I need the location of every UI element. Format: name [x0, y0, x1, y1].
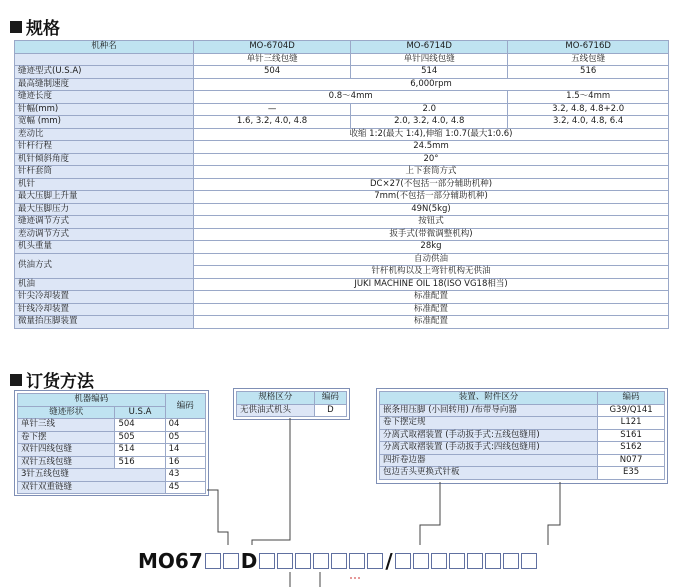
model-type-1: 单针三线包缝 — [194, 53, 351, 66]
machine-code: 04 — [165, 419, 205, 432]
code-box — [205, 553, 221, 569]
spec-label: 机针 — [15, 178, 194, 191]
spec-label: 差动比 — [15, 128, 194, 141]
stitch-name: 双针四线包缝 — [18, 444, 115, 457]
spec-value: 2.0, 3.2, 4.0, 4.8 — [351, 116, 508, 129]
accessory-code: L121 — [598, 417, 665, 430]
spec-label: 供油方式 — [15, 253, 194, 278]
accessory-code: E35 — [598, 467, 665, 480]
spec-value: 上下套筒方式 — [194, 166, 669, 179]
spec-value: 49N(5kg) — [194, 203, 669, 216]
spec-value: 1.6, 3.2, 4.0, 4.8 — [194, 116, 351, 129]
code-box — [277, 553, 293, 569]
usa-code: 504 — [115, 419, 165, 432]
code-box — [503, 553, 519, 569]
accessory-header: 装置、附件区分 — [380, 392, 598, 405]
spec-label: 针尖冷却装置 — [15, 291, 194, 304]
code-box — [413, 553, 429, 569]
machine-code: 05 — [165, 431, 205, 444]
spec-value: 3.2, 4.0, 4.8, 6.4 — [508, 116, 669, 129]
spec-title-text: 规格 — [26, 19, 60, 39]
machine-code-header: 机器编码 — [18, 394, 166, 407]
accessory-name: 分离式取褶装置 (手动扳手式:四线包缝用) — [380, 442, 598, 455]
spec-label: 针杆行程 — [15, 141, 194, 154]
accessory-connector-left — [420, 482, 440, 545]
spec-label: 最大压脚压力 — [15, 203, 194, 216]
machine-code: 14 — [165, 444, 205, 457]
spec-value: 0.8～4mm — [194, 91, 508, 104]
spec-value: 标准配置 — [194, 303, 669, 316]
accessory-code: S161 — [598, 429, 665, 442]
accessory-connector-right — [548, 482, 560, 545]
spec-value: 按钮式 — [194, 216, 669, 229]
spec-category-name: 无供油式机头 — [237, 404, 315, 417]
accessory-code: S162 — [598, 442, 665, 455]
code-box — [367, 553, 383, 569]
stitch-name: 双针五线包缝 — [18, 456, 115, 469]
spec-label: 微量抬压脚装置 — [15, 316, 194, 329]
code-slash: / — [385, 549, 393, 573]
model-name-1: MO-6704D — [194, 41, 351, 54]
spec-value: 514 — [351, 66, 508, 79]
usa-code: 505 — [115, 431, 165, 444]
spec-value: 3.2, 4.8, 4.8+2.0 — [508, 103, 669, 116]
code-box — [295, 553, 311, 569]
spec-value: 7mm(不包括一部分辅助机种) — [194, 191, 669, 204]
spec-value: 504 — [194, 66, 351, 79]
spec-label: 针杆套筒 — [15, 166, 194, 179]
code-box — [467, 553, 483, 569]
accessory-name: 卷下摆定规 — [380, 417, 598, 430]
spec-category-code: D — [314, 404, 346, 417]
model-type-2: 单针四线包缝 — [351, 53, 508, 66]
accessory-name: 嵌条用压脚 (小回转用) /布带导向器 — [380, 404, 598, 417]
code-box — [431, 553, 447, 569]
spec-label: 机头重量 — [15, 241, 194, 254]
spec-label: 机油 — [15, 278, 194, 291]
code-box — [395, 553, 411, 569]
spec-value: 516 — [508, 66, 669, 79]
code-box — [349, 553, 365, 569]
spec-value: DC×27(不包括一部分辅助机种) — [194, 178, 669, 191]
code-d: D — [240, 549, 258, 573]
stitch-name: 3针五线包缝 — [18, 469, 166, 482]
code-box — [521, 553, 537, 569]
spec-label: 宽幅 (mm) — [15, 116, 194, 129]
spec-value: 自动供油 — [194, 253, 669, 266]
spec-code-connector — [252, 418, 290, 545]
code-box — [485, 553, 501, 569]
accessory-code: G39/Q141 — [598, 404, 665, 417]
spec-label: 针线冷却装置 — [15, 303, 194, 316]
spec-value: 20° — [194, 153, 669, 166]
code-box — [313, 553, 329, 569]
accessory-code: N077 — [598, 454, 665, 467]
model-name-3: MO-6716D — [508, 41, 669, 54]
machine-code-col-header: 编码 — [165, 394, 205, 419]
order-code-line — [138, 549, 537, 573]
code-box — [331, 553, 347, 569]
usa-header: U.S.A — [115, 406, 165, 419]
spec-category-code-header: 编码 — [314, 392, 346, 405]
spec-label: 针幅(mm) — [15, 103, 194, 116]
spec-label: 最大压脚上升量 — [15, 191, 194, 204]
spec-value: 6,000rpm — [194, 78, 669, 91]
col-header-model: 机种名 — [15, 41, 194, 54]
code-box — [223, 553, 239, 569]
usa-code: 516 — [115, 456, 165, 469]
spec-label: 机针倾斜角度 — [15, 153, 194, 166]
accessory-code-header: 编码 — [598, 392, 665, 405]
spec-value: 2.0 — [351, 103, 508, 116]
order-title-text: 订货方法 — [26, 372, 94, 392]
accessory-name: 包边舌头更换式针板 — [380, 467, 598, 480]
stitch-shape-header: 缝迹形状 — [18, 406, 115, 419]
spec-value: 标准配置 — [194, 291, 669, 304]
spec-value: 扳手式(带微调整机构) — [194, 228, 669, 241]
spec-label: 最高缝制速度 — [15, 78, 194, 91]
model-type-3: 五线包缝 — [508, 53, 669, 66]
stitch-name: 单针三线 — [18, 419, 115, 432]
accessory-name: 分离式取褶装置 (手动扳手式:五线包缝用) — [380, 429, 598, 442]
accessory-name: 四折卷边器 — [380, 454, 598, 467]
stitch-name: 双针双重链缝 — [18, 481, 166, 494]
spec-value: 收缩 1:2(最大 1:4),伸缩 1:0.7(最大1:0.6) — [194, 128, 669, 141]
spec-value: 28kg — [194, 241, 669, 254]
spec-value: 24.5mm — [194, 141, 669, 154]
spec-value: — — [194, 103, 351, 116]
machine-code-connector — [207, 490, 228, 545]
machine-code: 45 — [165, 481, 205, 494]
code-box — [449, 553, 465, 569]
code-box — [259, 553, 275, 569]
machine-code: 43 — [165, 469, 205, 482]
spec-label: 缝迹调节方式 — [15, 216, 194, 229]
spec-value: 1.5～4mm — [508, 91, 669, 104]
code-prefix: MO67 — [138, 549, 203, 573]
spec-value: 标准配置 — [194, 316, 669, 329]
model-name-2: MO-6714D — [351, 41, 508, 54]
spec-category-header: 规格区分 — [237, 392, 315, 405]
machine-code: 16 — [165, 456, 205, 469]
spec-value: 针杆机构以及上弯针机构无供油 — [194, 266, 669, 279]
spec-label: 缝迹长度 — [15, 91, 194, 104]
usa-code: 514 — [115, 444, 165, 457]
spec-label: 缝迹型式(U.S.A) — [15, 66, 194, 79]
stitch-name: 卷下摆 — [18, 431, 115, 444]
spec-value: JUKI MACHINE OIL 18(ISO VG18相当) — [194, 278, 669, 291]
spec-label: 差动调节方式 — [15, 228, 194, 241]
